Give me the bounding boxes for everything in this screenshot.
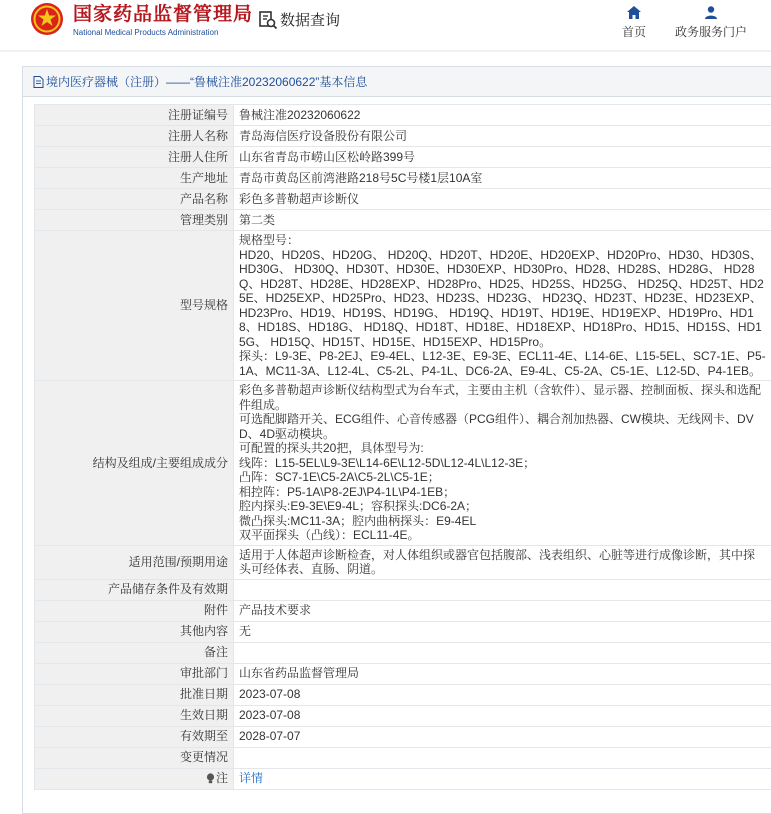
table-row — [35, 105, 771, 126]
breadcrumb-text: 境内医疗器械（注册）——“鲁械注准20232060622”基本信息 — [46, 73, 367, 90]
note-label-cell — [35, 768, 234, 789]
nav-service-label: 政务服务门户 — [675, 25, 747, 39]
note-value-cell — [234, 768, 771, 789]
row-value: 2023-07-08 — [234, 705, 771, 726]
table-row — [35, 705, 771, 726]
panel-breadcrumb — [23, 67, 771, 97]
row-label: 生产地址 — [35, 168, 234, 189]
site-header — [0, 0, 771, 52]
table-row — [35, 579, 771, 600]
agency-name-cn: 国家药品监督管理局 — [73, 4, 253, 26]
table-row — [35, 642, 771, 663]
table-row — [35, 747, 771, 768]
note-label: 注 — [216, 771, 228, 785]
row-value: 青岛市黄岛区前湾港路218号5C号楼1层10A室 — [234, 168, 771, 189]
agency-brand[interactable] — [73, 4, 253, 39]
row-label: 附件 — [35, 600, 234, 621]
user-icon — [704, 6, 718, 19]
row-label: 变更情况 — [35, 747, 234, 768]
row-label: 注册人名称 — [35, 126, 234, 147]
row-value: 2028-07-07 — [234, 726, 771, 747]
row-value: 彩色多普勒超声诊断仪 — [234, 189, 771, 210]
row-label: 有效期至 — [35, 726, 234, 747]
header-divider — [0, 50, 771, 52]
row-value — [234, 579, 771, 600]
table-row — [35, 600, 771, 621]
nav-home[interactable] — [622, 6, 646, 40]
table-row — [35, 545, 771, 579]
detail-panel — [22, 66, 771, 814]
table-row — [35, 663, 771, 684]
row-label: 审批部门 — [35, 663, 234, 684]
document-icon — [33, 76, 44, 88]
nav-home-label: 首页 — [622, 25, 646, 39]
data-query-link[interactable] — [258, 9, 340, 30]
home-icon — [627, 6, 641, 19]
row-label: 备注 — [35, 642, 234, 663]
row-value — [234, 747, 771, 768]
table-row — [35, 381, 771, 546]
row-label: 注册证编号 — [35, 105, 234, 126]
registration-info-table — [34, 104, 771, 790]
table-row — [35, 621, 771, 642]
row-value: 第二类 — [234, 210, 771, 231]
row-value: 适用于人体超声诊断检查，对人体组织或器官包括腹部、浅表组织、心脏等进行成像诊断，其中探头可经体表、直肠、阴道。 — [234, 545, 771, 579]
search-doc-icon — [258, 10, 278, 30]
table-row — [35, 768, 771, 789]
row-value: 鲁械注准20232060622 — [234, 105, 771, 126]
table-row — [35, 147, 771, 168]
nav-service-portal[interactable] — [675, 6, 747, 40]
row-value: 2023-07-08 — [234, 684, 771, 705]
row-label: 型号规格 — [35, 231, 234, 381]
row-label: 注册人住所 — [35, 147, 234, 168]
row-label: 结构及组成/主要组成成分 — [35, 381, 234, 546]
emblem-logo — [30, 2, 64, 36]
table-row — [35, 168, 771, 189]
row-value: 产品技术要求 — [234, 600, 771, 621]
row-label: 其他内容 — [35, 621, 234, 642]
row-value: 无 — [234, 621, 771, 642]
bulb-icon — [206, 773, 215, 784]
row-value: 规格型号： HD20、HD20S、HD20G、 HD20Q、HD20T、HD20E、HD20EXP、HD20Pro、HD30、HD30S、HD30G、 HD30Q、HD30T、HD30E、HD30EXP、HD30Pro、HD28、HD28S、HD28G、 HD28Q、HD28T、HD28E、HD28EXP、HD28Pro、HD25、HD25S、HD25G、 HD25Q、HD25T、HD25E、HD25EXP、HD25Pro、HD23、HD23S、HD23G、 HD23Q、HD23T、HD23E、HD23EXP、HD23Pro、HD19、HD19S、HD19G、 HD19Q、HD19T、HD19E、HD19EXP、HD19Pro、HD18、HD18S、HD18G、 HD18Q、HD18T、HD18E、HD18EXP、HD18Pro、HD15、HD15S、HD15G、 HD15Q、HD15T、HD15E、HD15EXP、HD15Pro。 探头：L9-3E、P8-2EJ、E9-4EL、L12-3E、E9-3E、ECL11-4E、L14-6E、L15-5EL、SC7-1E、P5-1A、MC11-3A、L12-4L、C5-2L、P4-1L、DC6-2A、E9-4L、C5-2A、C5-1E、L12-5D、P4-1EB。 — [234, 231, 771, 381]
table-row — [35, 726, 771, 747]
table-row — [35, 231, 771, 381]
row-value — [234, 642, 771, 663]
row-value: 山东省药品监督管理局 — [234, 663, 771, 684]
row-value: 山东省青岛市崂山区松岭路399号 — [234, 147, 771, 168]
row-label: 产品名称 — [35, 189, 234, 210]
row-label: 产品储存条件及有效期 — [35, 579, 234, 600]
table-row — [35, 189, 771, 210]
row-label: 生效日期 — [35, 705, 234, 726]
row-label: 适用范围/预期用途 — [35, 545, 234, 579]
row-label: 批准日期 — [35, 684, 234, 705]
table-row — [35, 684, 771, 705]
row-value: 彩色多普勒超声诊断仪结构型式为台车式，主要由主机（含软件）、显示器、控制面板、探头和选配件组成。 可选配脚踏开关、ECG组件、心音传感器（PCG组件）、耦合剂加热器、CW模块、无线网卡、DVD、4D驱动模块。 可配置的探头共20把，具体型号为: 线阵：L15-5EL\L9-3E\L14-6E\L12-5D\L12-4L\L12-3E； 凸阵：SC7-1E\C5-2A\C5-2L\C5-1E； 相控阵：P5-1A\P8-2EJ\P4-1L\P4-1EB； 腔内探头:E9-3E\E9-4L；容积探头:DC6-2A； 微凸探头:MC11-3A；腔内曲柄探头：E9-4EL 双平面探头（凸线）：ECL11-4E。 — [234, 381, 771, 546]
agency-name-en: National Medical Products Administration — [73, 27, 253, 39]
table-row — [35, 126, 771, 147]
row-label: 管理类别 — [35, 210, 234, 231]
table-row — [35, 210, 771, 231]
data-query-label: 数据查询 — [280, 9, 340, 30]
row-value: 青岛海信医疗设备股份有限公司 — [234, 126, 771, 147]
details-link[interactable]: 详情 — [239, 771, 263, 785]
